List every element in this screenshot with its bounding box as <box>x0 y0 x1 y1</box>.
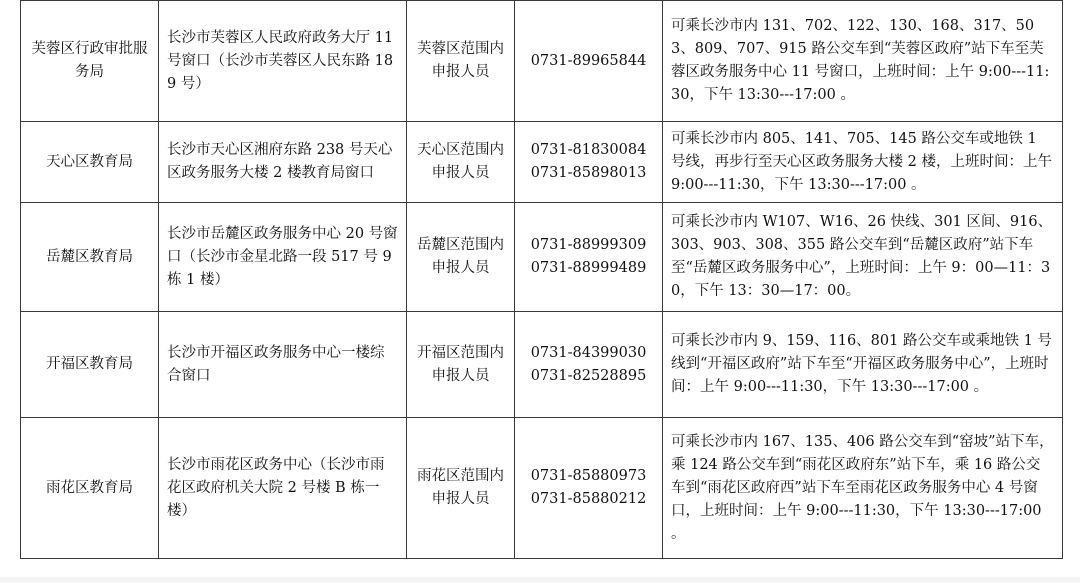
address-cell: 长沙市岳麓区政务服务中心 20 号窗口（长沙市金星北路一段 517 号 9 栋 1 楼） <box>159 203 407 312</box>
department-cell: 芙蓉区行政审批服务局 <box>21 1 159 122</box>
phone-cell <box>515 312 663 418</box>
scope-cell: 天心区范围内申报人员 <box>407 122 515 203</box>
address-cell: 长沙市开福区政务服务中心一楼综合窗口 <box>159 312 407 418</box>
phone-number: 0731-89965844 <box>530 52 647 69</box>
phone-number: 0731-85880973 <box>530 468 647 484</box>
phone-cell <box>515 122 663 203</box>
service-office-table <box>20 0 1063 559</box>
table-row <box>21 418 1063 559</box>
scope-cell: 岳麓区范围内申报人员 <box>407 203 515 312</box>
table-row <box>21 203 1063 312</box>
phone-number: 0731-88999489 <box>530 260 647 276</box>
phone-number: 0731-82528895 <box>530 367 647 384</box>
route-cell: 可乘长沙市内 131、702、122、130、168、317、503、809、707、915 路公交车到“芙蓉区政府”站下车至芙蓉区政务服务中心 11 号窗口，上班时间：上午 9:00---11:30，下午 13:30---17:00 。 <box>663 1 1063 122</box>
address-cell: 长沙市芙蓉区人民政府政务大厅 11 号窗口（长沙市芙蓉区人民东路 189 号） <box>159 1 407 122</box>
route-cell: 可乘长沙市内 167、135、406 路公交车到“窑坡”站下车，乘 124 路公交车到“雨花区政府东”站下车，乘 16 路公交车到“雨花区政府西”站下车至雨花区政务服务中心 4 号窗口，上班时间：上午 9:00---11:30，下午 13:30---17:00 。 <box>663 418 1063 559</box>
table-row <box>21 1 1063 122</box>
scope-cell: 开福区范围内申报人员 <box>407 312 515 418</box>
department-cell: 天心区教育局 <box>21 122 159 203</box>
department-cell: 雨花区教育局 <box>21 418 159 559</box>
scope-cell: 雨花区范围内申报人员 <box>407 418 515 559</box>
phone-number: 0731-85880212 <box>530 491 647 507</box>
phone-cell <box>515 203 663 312</box>
table-row <box>21 122 1063 203</box>
route-cell: 可乘长沙市内 W107、W16、26 快线、301 区间、916、303、903、308、355 路公交车到“岳麓区政府”站下车至“岳麓区政务服务中心”，上班时间：上午 9：00—11：30，下午 13：30—17：00。 <box>663 203 1063 312</box>
scope-cell: 芙蓉区范围内申报人员 <box>407 1 515 122</box>
address-cell: 长沙市天心区湘府东路 238 号天心区政务服务大楼 2 楼教育局窗口 <box>159 122 407 203</box>
phone-number: 0731-88999309 <box>530 237 647 253</box>
page-bottom-band <box>0 577 1080 583</box>
department-cell: 岳麓区教育局 <box>21 203 159 312</box>
route-cell: 可乘长沙市内 9、159、116、801 路公交车或乘地铁 1 号线到“开福区政府”站下车至“开福区政务服务中心”，上班时间：上午 9:00---11:30，下午 13:30---17:00 。 <box>663 312 1063 418</box>
phone-cell <box>515 1 663 122</box>
table-row <box>21 312 1063 418</box>
route-cell: 可乘长沙市内 805、141、705、145 路公交车或地铁 1 号线，再步行至天心区政务服务大楼 2 楼，上班时间：上午 9:00---11:30，下午 13:30---17:00 。 <box>663 122 1063 203</box>
phone-number: 0731-84399030 <box>530 344 647 361</box>
phone-number: 0731-81830084 <box>530 142 647 158</box>
phone-cell <box>515 418 663 559</box>
department-cell: 开福区教育局 <box>21 312 159 418</box>
phone-number: 0731-85898013 <box>530 165 647 181</box>
address-cell: 长沙市雨花区政务中心（长沙市雨花区政府机关大院 2 号楼 B 栋一楼） <box>159 418 407 559</box>
